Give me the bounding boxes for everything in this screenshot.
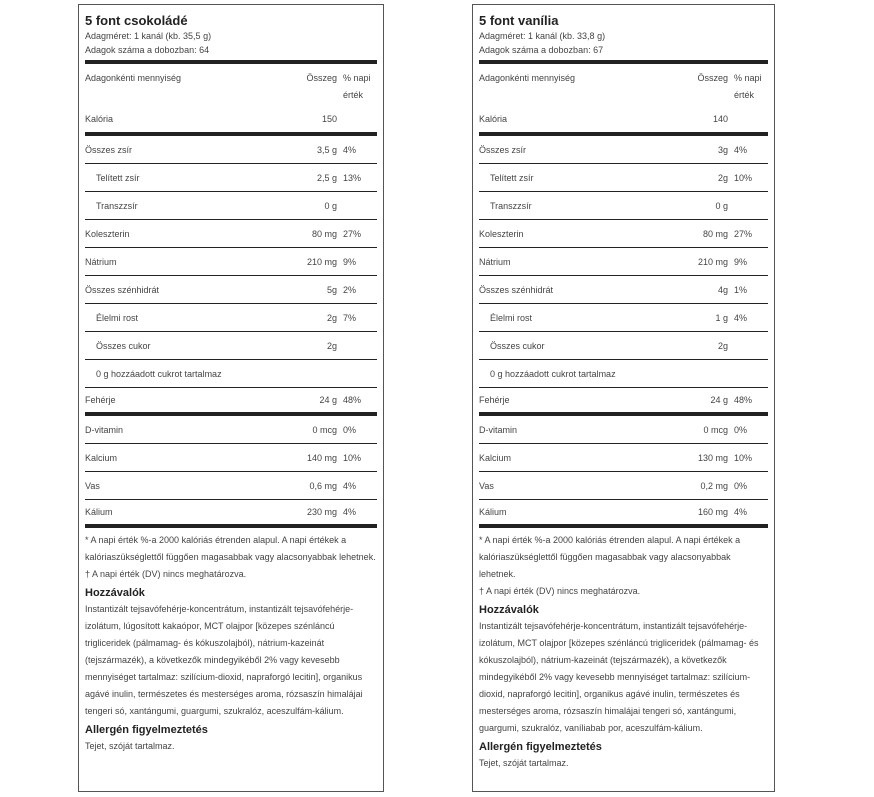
row-label: Koleszterin [479, 228, 524, 239]
serving-size: Adagméret: 1 kanál (kb. 33,8 g) [479, 31, 606, 41]
table-row [479, 416, 768, 444]
row-pct: 4% [343, 480, 357, 491]
row-amount: 3,5 g [316, 144, 337, 155]
row-pct: 48% [343, 395, 362, 405]
row-amount: 3g [717, 144, 728, 155]
row-amount: 24 g [710, 395, 728, 405]
row-label: Vas [479, 480, 494, 491]
row-label: Kalcium [479, 452, 512, 463]
row-label: D-vitamin [85, 424, 124, 435]
header-amount: Összeg [697, 73, 728, 83]
row-label: Összes szénhidrát [479, 284, 554, 295]
row-pct: 10% [343, 452, 362, 463]
header-label: Adagonkénti mennyiség [85, 73, 182, 83]
row-amount: 80 mg [702, 228, 728, 239]
row-pct: 27% [734, 228, 753, 239]
table-row [479, 248, 768, 276]
table-row [85, 220, 377, 248]
row-label: Nátrium [479, 256, 511, 267]
row-label: Fehérje [479, 395, 510, 405]
ingredients-text: Instantizált tejsavófehérje-koncentrátum, instantizált tejsavófehérje-izolátum, MCT olajpor [közepes szénláncú trigliceridek (pálmamag- és kókuszolajból), nátrium-kazeinát (tejszármazék), a következők mindegyikéből 2% vagy kevesebb mennyiséget tartalmaz: szilícium-dioxid, napraforgó lecitin], organikus agávé inulin, természetes és mesterséges aroma, rózsaszín himalájai tengeri só, xantángumi, guargumi, szukralóz, vaníliabab por, aceszulfám-kálium. [479, 621, 759, 733]
row-pct: 48% [734, 395, 753, 405]
nutrition-panel-vanilla [472, 4, 775, 792]
row-pct: 4% [734, 144, 748, 155]
header-pct: % napi érték [734, 73, 762, 100]
row-amount: 2g [326, 312, 337, 323]
serving-size: Adagméret: 1 kanál (kb. 35,5 g) [85, 31, 212, 41]
row-amount: 160 mg [697, 507, 728, 517]
footnote-daily-value: * A napi érték %-a 2000 kalóriás étrenden alapul. A napi értékek a kalóriaszükséglettől függően magasabbak vagy alacsonyabbak lehetnek. [85, 535, 376, 562]
row-amount: 140 mg [306, 452, 337, 463]
row-label: Transzzsír [96, 200, 138, 211]
header-amount: Összeg [306, 73, 337, 83]
row-amount: 4g [717, 284, 728, 295]
footnote-dv: † A napi érték (DV) nincs meghatározva. [479, 586, 641, 596]
row-label: Kálium [479, 507, 507, 517]
table-row [479, 332, 768, 360]
row-amount: 0 g [324, 200, 337, 211]
table-row [479, 500, 768, 528]
table-row [479, 304, 768, 332]
header-label: Adagonkénti mennyiség [479, 73, 576, 83]
row-label: 0 g hozzáadott cukrot tartalmaz [96, 368, 222, 379]
footnote-dv: † A napi érték (DV) nincs meghatározva. [85, 569, 247, 579]
allergen-title: Allergén figyelmeztetés [479, 741, 602, 753]
row-amount: 2,5 g [316, 172, 337, 183]
row-pct: 10% [734, 452, 753, 463]
table-row [85, 276, 377, 304]
row-amount: 150 [321, 114, 337, 124]
row-pct: 0% [734, 424, 748, 435]
allergen-text: Tejet, szóját tartalmaz. [85, 741, 175, 751]
ingredients-title: Hozzávalók [479, 604, 539, 616]
row-pct: 4% [343, 144, 357, 155]
row-label: Transzzsír [490, 200, 532, 211]
row-pct: 0% [734, 480, 748, 491]
table-header [479, 64, 768, 106]
table-row [85, 136, 377, 164]
table-row [479, 106, 768, 136]
row-amount: 0 g [715, 200, 728, 211]
row-label: 0 g hozzáadott cukrot tartalmaz [490, 368, 616, 379]
row-label: Telített zsír [96, 172, 140, 183]
table-row [85, 360, 377, 388]
row-label: Kalória [479, 114, 508, 124]
row-amount: 140 [712, 114, 728, 124]
table-header [85, 64, 377, 106]
row-label: Összes cukor [490, 340, 545, 351]
table-row [479, 472, 768, 500]
row-label: Élelmi rost [96, 312, 139, 323]
row-amount: 1 g [715, 312, 728, 323]
table-row [479, 388, 768, 416]
row-label: D-vitamin [479, 424, 518, 435]
table-row [479, 276, 768, 304]
table-row [85, 164, 377, 192]
row-label: Vas [85, 480, 100, 491]
row-amount: 0 mcg [312, 424, 337, 435]
servings-per-container: Adagok száma a dobozban: 67 [479, 45, 604, 55]
row-label: Kalcium [85, 452, 118, 463]
row-amount: 5g [326, 284, 337, 295]
servings-per-container: Adagok száma a dobozban: 64 [85, 45, 210, 55]
row-amount: 210 mg [697, 256, 728, 267]
row-label: Összes szénhidrát [85, 284, 160, 295]
row-pct: 4% [734, 312, 748, 323]
row-label: Összes zsír [85, 144, 133, 155]
footnote-daily-value: * A napi érték %-a 2000 kalóriás étrenden alapul. A napi értékek a kalóriaszükséglettől függően magasabbak vagy alacsonyabbak lehetnek. [479, 535, 741, 579]
table-row [85, 106, 377, 136]
row-pct: 9% [343, 256, 357, 267]
table-row [85, 192, 377, 220]
row-label: Összes cukor [96, 340, 151, 351]
row-label: Élelmi rost [490, 312, 533, 323]
row-pct: 10% [734, 172, 753, 183]
ingredients-text: Instantizált tejsavófehérje-koncentrátum, instantizált tejsavófehérje-izolátum, lúgosított kakaópor, MCT olajpor [közepes szénláncú trigliceridek (pálmamag- és kókuszolajból), nátrium-kazeinát (tejszármazék), a következők mindegyikéből 2% vagy kevesebb mennyiséget tartalmaz: szilícium-dioxid, napraforgó lecitin], organikus agávé inulin, természetes és mesterséges aroma, rózsaszín himalájai tengeri só, xantángumi, guargumi, szukralóz, aceszulfám-kálium. [85, 604, 363, 716]
table-row [85, 332, 377, 360]
table-row [85, 472, 377, 500]
table-row [85, 444, 377, 472]
ingredients-title: Hozzávalók [85, 587, 145, 599]
table-row [479, 360, 768, 388]
row-amount: 24 g [319, 395, 337, 405]
row-pct: 13% [343, 172, 362, 183]
row-amount: 130 mg [697, 452, 728, 463]
allergen-text: Tejet, szóját tartalmaz. [479, 758, 569, 768]
row-pct: 9% [734, 256, 748, 267]
row-amount: 2g [717, 340, 728, 351]
row-pct: 7% [343, 312, 357, 323]
allergen-title: Allergén figyelmeztetés [85, 724, 208, 736]
row-pct: 4% [343, 507, 357, 517]
row-pct: 2% [343, 284, 357, 295]
table-row [85, 248, 377, 276]
row-label: Fehérje [85, 395, 116, 405]
nutrition-panel-chocolate [78, 4, 384, 792]
table-row [479, 192, 768, 220]
panel-title: 5 font csokoládé [85, 13, 188, 28]
row-pct: 4% [734, 507, 748, 517]
table-row [479, 220, 768, 248]
row-label: Összes zsír [479, 144, 527, 155]
table-row [85, 416, 377, 444]
row-label: Kalória [85, 114, 114, 124]
row-pct: 27% [343, 228, 362, 239]
row-label: Nátrium [85, 256, 117, 267]
row-label: Kálium [85, 507, 113, 517]
row-pct: 1% [734, 284, 748, 295]
row-amount: 230 mg [306, 507, 337, 517]
row-amount: 2g [326, 340, 337, 351]
row-label: Koleszterin [85, 228, 130, 239]
row-amount: 0,2 mg [700, 480, 728, 491]
row-amount: 2g [717, 172, 728, 183]
table-row [479, 164, 768, 192]
table-row [85, 500, 377, 528]
table-row [85, 388, 377, 416]
row-amount: 0 mcg [703, 424, 728, 435]
table-row [85, 304, 377, 332]
row-amount: 80 mg [311, 228, 337, 239]
row-pct: 0% [343, 424, 357, 435]
header-pct: % napi érték [343, 73, 371, 100]
row-amount: 0,6 mg [309, 480, 337, 491]
row-amount: 210 mg [306, 256, 337, 267]
panel-title: 5 font vanília [479, 13, 559, 28]
row-label: Telített zsír [490, 172, 534, 183]
table-row [479, 136, 768, 164]
table-row [479, 444, 768, 472]
